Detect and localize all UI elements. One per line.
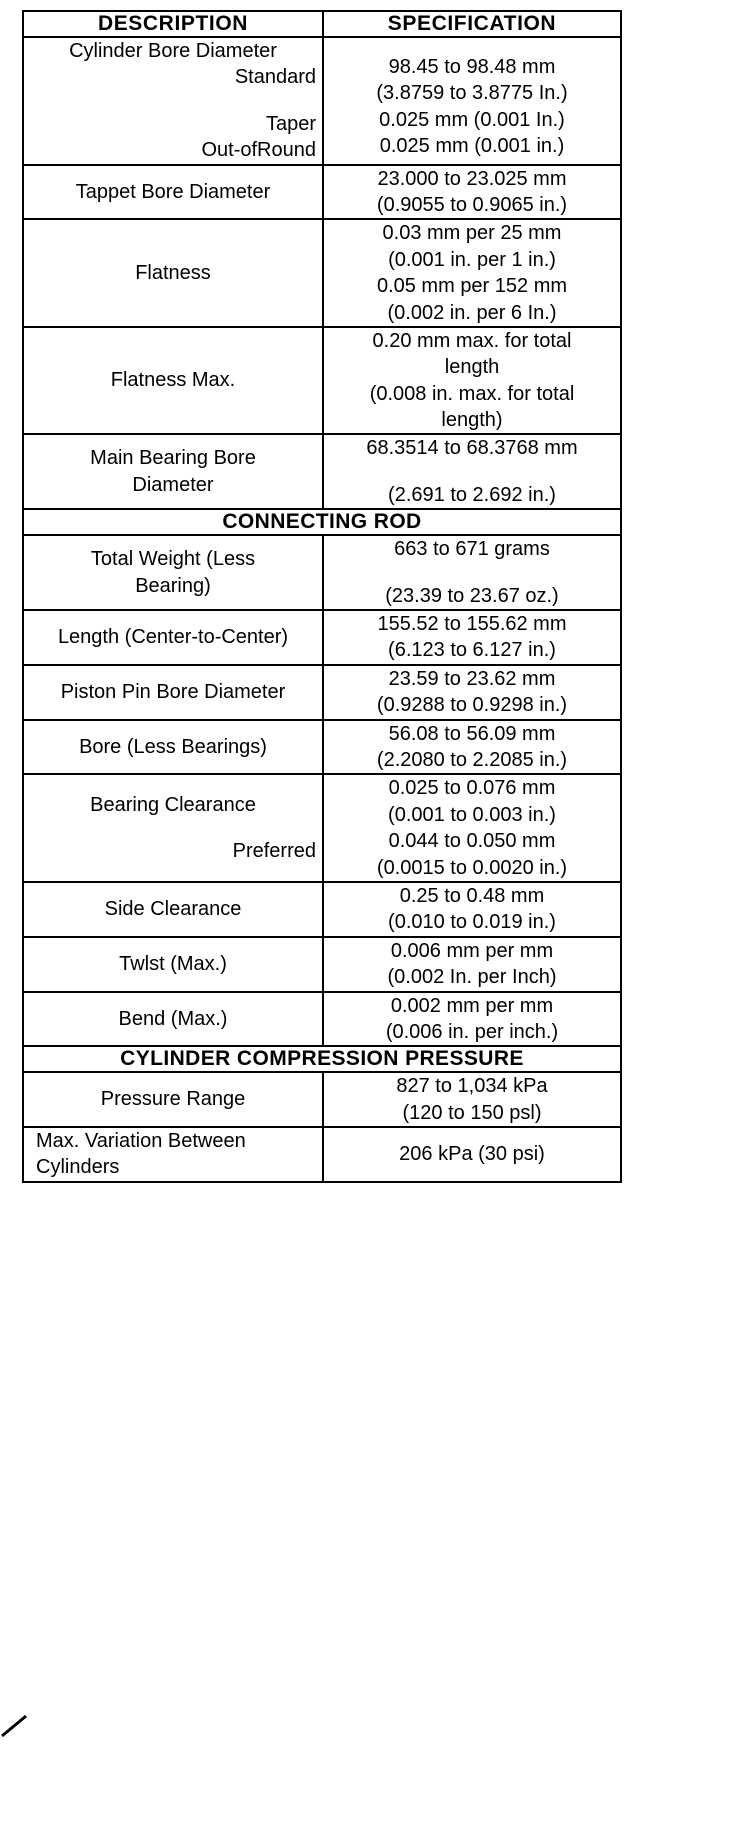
spec-line: (0.006 in. per inch.) [385,1020,559,1043]
spec-line: (0.002 in. per 6 In.) [387,301,557,324]
table-row [23,774,621,882]
spec-line: 155.52 to 155.62 mm [377,613,567,636]
row-specification [323,434,621,509]
row-specification [323,219,621,327]
spec-line: length) [441,409,503,432]
row-description [23,665,323,720]
spec-line: 0.025 mm (0.001 In.) [379,108,565,131]
desc-line: Bore (Less Bearings) [79,735,267,758]
spec-line: (0.0015 to 0.0020 in.) [376,856,568,879]
row-specification [323,992,621,1047]
spec-line: (0.008 in. max. for total [369,382,575,405]
table-section-row [23,509,621,535]
table-row [23,1127,621,1182]
desc-line: Bearing) [135,574,211,597]
spec-line: (2.2080 to 2.2085 in.) [376,748,568,771]
row-description [23,219,323,327]
desc-line: Max. Variation Between [36,1130,246,1153]
spacer [24,91,322,111]
desc-line: Cylinder Bore Diameter [69,40,277,62]
row-description [23,434,323,509]
spec-line: 0.05 mm per 152 mm [376,275,568,298]
row-description [23,720,323,775]
spec-line: 0.025 mm (0.001 in.) [379,135,565,158]
spec-line: length [444,356,500,379]
desc-line: Main Bearing Bore [90,447,256,470]
section-header-cylinder-compression-pressure: CYLINDER COMPRESSION PRESSURE [23,1046,621,1072]
spec-line: (3.8759 to 3.8775 In.) [376,82,568,105]
specifications-table [22,10,622,1183]
spec-line: 0.044 to 0.050 mm [388,830,556,853]
table-row [23,535,621,610]
spec-line: (0.010 to 0.019 in.) [388,911,556,934]
table-row [23,165,621,220]
row-description [23,774,323,882]
spec-line: 0.03 mm per 25 mm [382,222,562,245]
spec-line: 0.25 to 0.48 mm [399,884,545,907]
pointer-mark-icon [0,1700,30,1740]
spec-line: (0.001 to 0.003 in.) [388,803,556,826]
desc-line: Side Clearance [104,898,242,921]
row-specification [323,610,621,665]
row-description [23,610,323,665]
table-row [23,1072,621,1127]
table-row [23,992,621,1047]
spec-line: (23.39 to 23.67 oz.) [385,584,559,607]
desc-subline: Preferred [232,840,316,863]
section-header-connecting-rod: CONNECTING ROD [23,509,621,535]
desc-subline: Taper [265,112,316,135]
row-description [23,992,323,1047]
spec-line: 23.000 to 23.025 mm [377,167,567,190]
desc-line: Diameter [132,473,214,496]
header-description: DESCRIPTION [23,11,323,37]
spacer [24,818,322,838]
row-specification [323,165,621,220]
row-description [23,327,323,435]
header-specification: SPECIFICATION [323,11,621,37]
table-header-row [23,11,621,37]
spec-line: 56.08 to 56.09 mm [388,722,556,745]
spacer [324,563,620,583]
row-description [23,882,323,937]
spec-line: 0.20 mm max. for total [372,329,572,352]
spacer [324,42,620,54]
table-row [23,720,621,775]
desc-line: Piston Pin Bore Diameter [60,681,286,703]
row-specification [323,535,621,610]
row-specification [323,665,621,720]
spacer [324,462,620,482]
desc-line: Cylinders [36,1156,120,1179]
desc-line: Pressure Range [100,1088,246,1111]
spec-line: 663 to 671 grams [394,538,550,561]
table-section-row [23,1046,621,1072]
table-row [23,434,621,509]
desc-line: Flatness Max. [110,369,236,392]
desc-line: Total Weight (Less [90,548,256,571]
row-specification [323,720,621,775]
spec-line: (6.123 to 6.127 in.) [388,639,556,662]
table-row [23,327,621,435]
row-specification [323,774,621,882]
spec-line: (0.002 In. per Inch) [387,966,557,989]
row-description [23,937,323,992]
spec-line: 0.002 mm per mm [390,994,554,1017]
spec-line: (120 to 150 psl) [402,1101,542,1124]
table-row [23,610,621,665]
spec-line: 23.59 to 23.62 mm [388,667,556,690]
desc-line: Length (Center-to-Center) [57,626,289,649]
row-specification [323,327,621,435]
row-specification [323,1127,621,1182]
spec-line: 98.45 to 98.48 mm [388,56,556,78]
spec-line: 0.006 mm per mm [390,939,554,962]
table-row [23,937,621,992]
spec-line: (0.9288 to 0.9298 in.) [376,694,568,717]
desc-line: Bend (Max.) [118,1007,228,1030]
spec-line: 0.025 to 0.076 mm [388,777,556,800]
spec-line: 827 to 1,034 kPa [396,1075,548,1098]
row-description [23,535,323,610]
desc-line: Flatness [135,261,211,284]
row-specification [323,1072,621,1127]
spec-line: (0.001 in. per 1 in.) [388,248,556,271]
row-specification [323,882,621,937]
row-description [23,1072,323,1127]
spec-line: (0.9055 to 0.9065 in.) [376,193,568,216]
row-specification [323,937,621,992]
row-description [23,1127,323,1182]
table-row [23,219,621,327]
desc-subline: Out-ofRound [201,139,316,162]
row-specification [323,37,621,165]
spec-line: 206 kPa (30 psi) [399,1143,545,1166]
table-row [23,37,621,165]
table-row [23,665,621,720]
spec-line: (2.691 to 2.692 in.) [388,483,556,506]
desc-subline: Standard [234,66,316,89]
desc-line: Twlst (Max.) [119,952,227,975]
desc-line: Bearing Clearance [90,793,256,816]
table-row [23,882,621,937]
row-description [23,165,323,220]
row-description [23,37,323,165]
spec-line: 68.3514 to 68.3768 mm [366,437,578,460]
desc-line: Tappet Bore Diameter [75,180,271,203]
